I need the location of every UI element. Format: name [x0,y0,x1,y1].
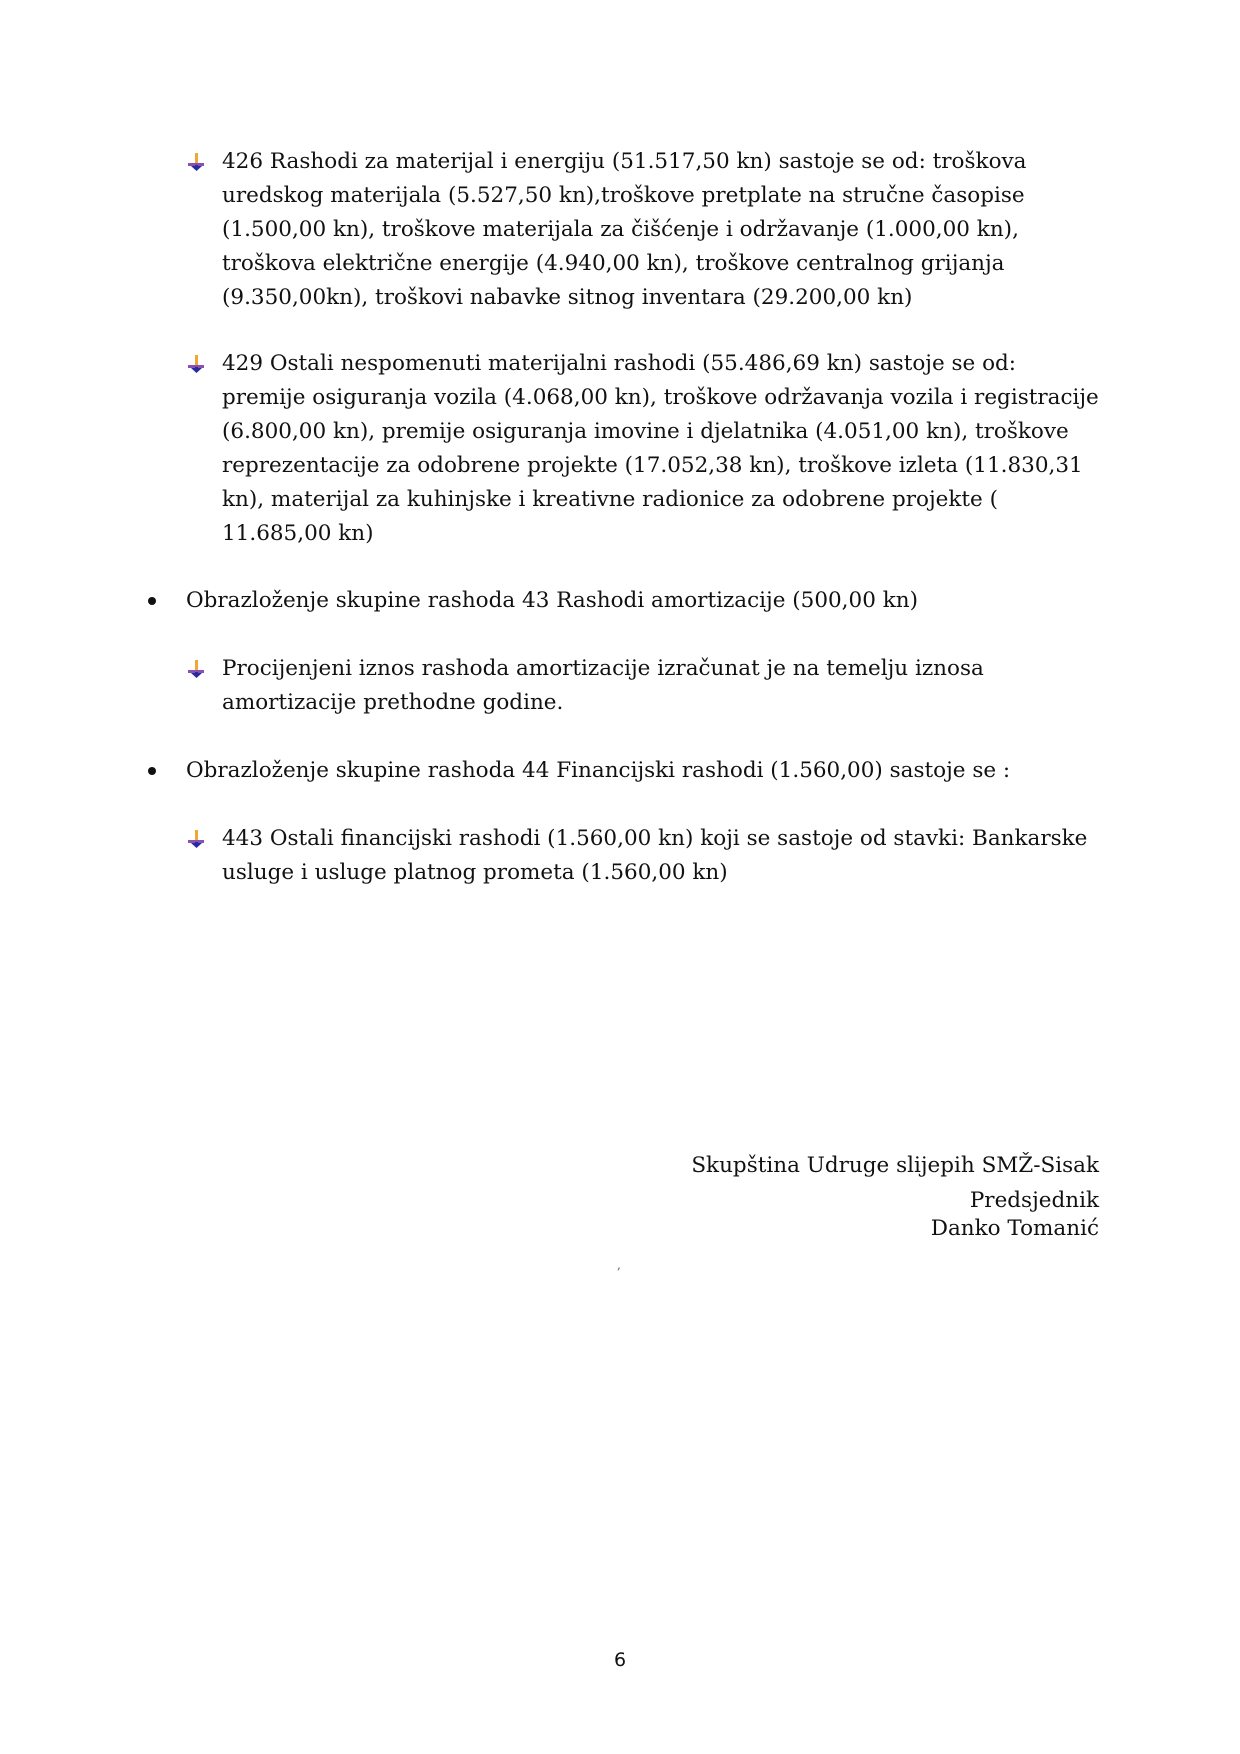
list-item-text: Procijenjeni iznos rashoda amortizacije izračunat je na temelju iznosa amortizacije prethodne godine. [222,656,984,715]
bullet-item-text: Obrazloženje skupine rashoda 43 Rashodi amortizacije (500,00 kn) [186,588,918,613]
arrow-bullet-icon [186,152,206,172]
signature-role: Predsjednik [969,1188,1099,1213]
bullet-item-text: Obrazloženje skupine rashoda 44 Financijski rashodi (1.560,00) sastoje se : [186,758,1011,783]
signature-organization: Skupština Udruge slijepih SMŽ-Sisak [691,1153,1099,1178]
stray-mark: , [617,1258,621,1272]
list-item-443 [186,822,1106,890]
list-item-text: 443 Ostali financijski rashodi (1.560,00 kn) koji se sastoje od stavki: Bankarske usluge i usluge platnog prometa (1.560,00 kn) [222,826,1088,885]
list-item-text: 429 Ostali nespomenuti materijalni rashodi (55.486,69 kn) sastoje se od: premije osiguranja vozila (4.068,00 kn), troškove održavanja vozila i registracije (6.800,00 kn), premije osiguranja imovine i djelatnika (4.051,00 kn), troškove reprezentacije za odobrene projekte (17.052,38 kn), troškove izleta (11.830,31 kn), materijal za kuhinjske i kreativne radionice za odobrene projekte ( 11.685,00 kn) [222,351,1099,546]
bullet-dot-icon [148,597,156,605]
bullet-item-44 [148,754,1108,788]
page-number: 6 [613,1649,627,1671]
bullet-item-43 [148,584,1108,618]
signature-name: Danko Tomanić [930,1216,1099,1241]
list-item-text: 426 Rashodi za materijal i energiju (51.517,50 kn) sastoje se od: troškova uredskog materijala (5.527,50 kn),troškove pretplate na stručne časopise (1.500,00 kn), troškove materijala za čišćenje i održavanje (1.000,00 kn), troškova električne energije (4.940,00 kn), troškove centralnog grijanja (9.350,00kn), troškovi nabavke sitnog inventara (29.200,00 kn) [222,149,1027,310]
list-item-amortization [186,652,1106,720]
bullet-dot-icon [148,767,156,775]
arrow-bullet-icon [186,354,206,374]
arrow-bullet-icon [186,829,206,849]
list-item-426 [186,145,1106,315]
list-item-429 [186,347,1106,551]
arrow-bullet-icon [186,659,206,679]
